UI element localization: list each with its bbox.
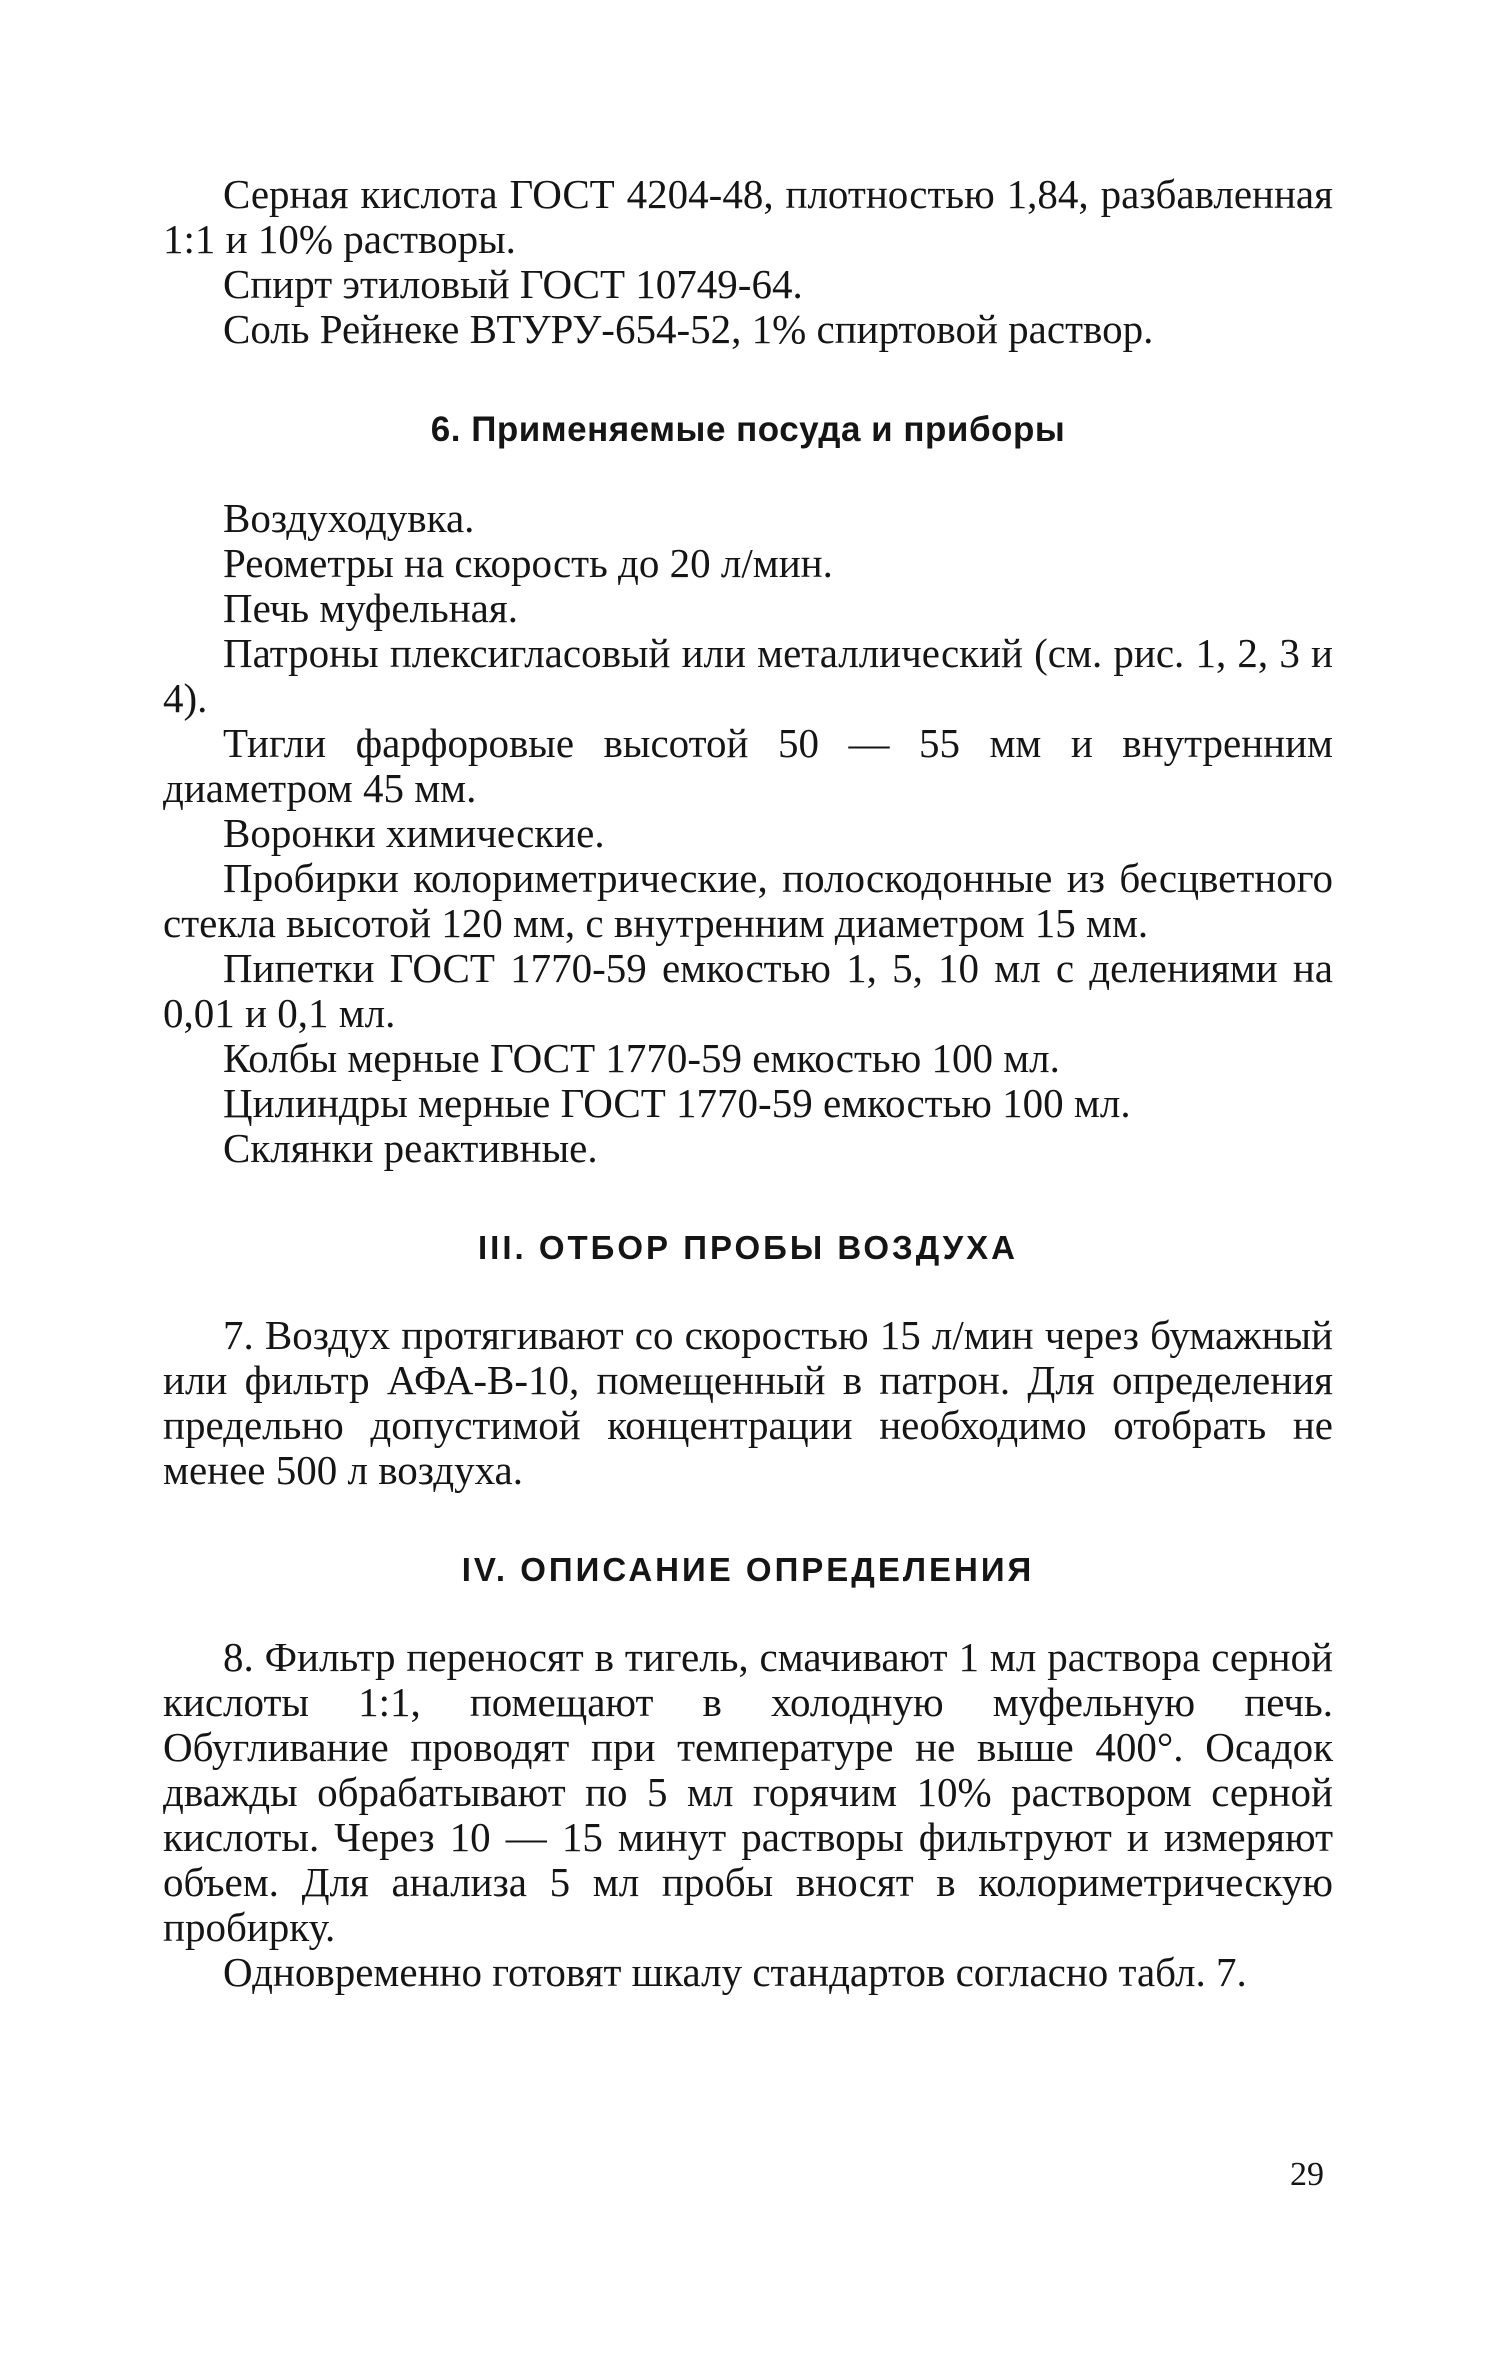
- list-item: Реометры на скорость до 20 л/мин.: [223, 540, 833, 586]
- list-item: Склянки реактивные.: [223, 1125, 598, 1171]
- section-4-heading: IV. ОПИСАНИЕ ОПРЕДЕЛЕНИЯ: [461, 1551, 1035, 1588]
- spacer: [163, 1589, 1333, 1635]
- spacer: [163, 352, 1333, 410]
- page-number: 29: [1290, 2156, 1324, 2193]
- list-item: Цилиндры мерные ГОСТ 1770-59 емкостью 100 мл.: [223, 1080, 1131, 1126]
- equipment-list: [163, 496, 1333, 1171]
- paragraph-standards: Одновременно готовят шкалу стандартов согласно табл. 7.: [223, 1949, 1247, 1995]
- list-item: Печь муфельная.: [223, 585, 518, 631]
- spacer: [163, 1171, 1333, 1229]
- paragraph-8: 8. Фильтр переносят в тигель, смачивают 1 мл раствора серной кислоты 1:1, помещают в холодную муфельную печь. Обугливание проводят при температуре не выше 400°. Осадок дважды обрабатывают по 5 мл горячим 10% раствором серной кислоты. Через 10 — 15 минут растворы фильтруют и измеряют объем. Для анализа 5 мл пробы вносят в колориметрическую пробирку.: [163, 1634, 1333, 1950]
- reagent-reinecke-salt: Соль Рейнеке ВТУРУ-654-52, 1% спиртовой раствор.: [223, 306, 1154, 352]
- list-item: Колбы мерные ГОСТ 1770-59 емкостью 100 мл.: [223, 1035, 1060, 1081]
- list-item: Патроны плексигласовый или металлический (см. рис. 1, 2, 3 и 4).: [163, 630, 1333, 721]
- section-6-heading: 6. Применяемые посуда и приборы: [430, 410, 1066, 449]
- reagent-sulfuric-acid: Серная кислота ГОСТ 4204-48, плотностью 1,84, разбавленная 1:1 и 10% растворы.: [163, 171, 1333, 262]
- list-item: Воронки химические.: [223, 810, 605, 856]
- list-item: Тигли фарфоровые высотой 50 — 55 мм и внутренним диаметром 45 мм.: [163, 720, 1333, 811]
- list-item: Воздуходувка.: [223, 495, 475, 541]
- spacer: [163, 1493, 1333, 1551]
- spacer: [163, 450, 1333, 496]
- list-item: Пипетки ГОСТ 1770-59 емкостью 1, 5, 10 мл с делениями на 0,01 и 0,1 мл.: [163, 945, 1333, 1036]
- section-3-heading: III. ОТБОР ПРОБЫ ВОЗДУХА: [477, 1229, 1019, 1266]
- text-column: [163, 172, 1333, 1995]
- list-item: Пробирки колориметрические, полоскодонные из бесцветного стекла высотой 120 мм, с внутренним диаметром 15 мм.: [163, 855, 1333, 946]
- paragraph-7: 7. Воздух протягивают со скоростью 15 л/мин через бумажный или фильтр АФА-В-10, помещенный в патрон. Для определения предельно допустимой концентрации необходимо отобрать не менее 500 л воздуха.: [163, 1312, 1333, 1493]
- spacer: [163, 1267, 1333, 1313]
- reagent-ethyl-alcohol: Спирт этиловый ГОСТ 10749-64.: [223, 261, 803, 307]
